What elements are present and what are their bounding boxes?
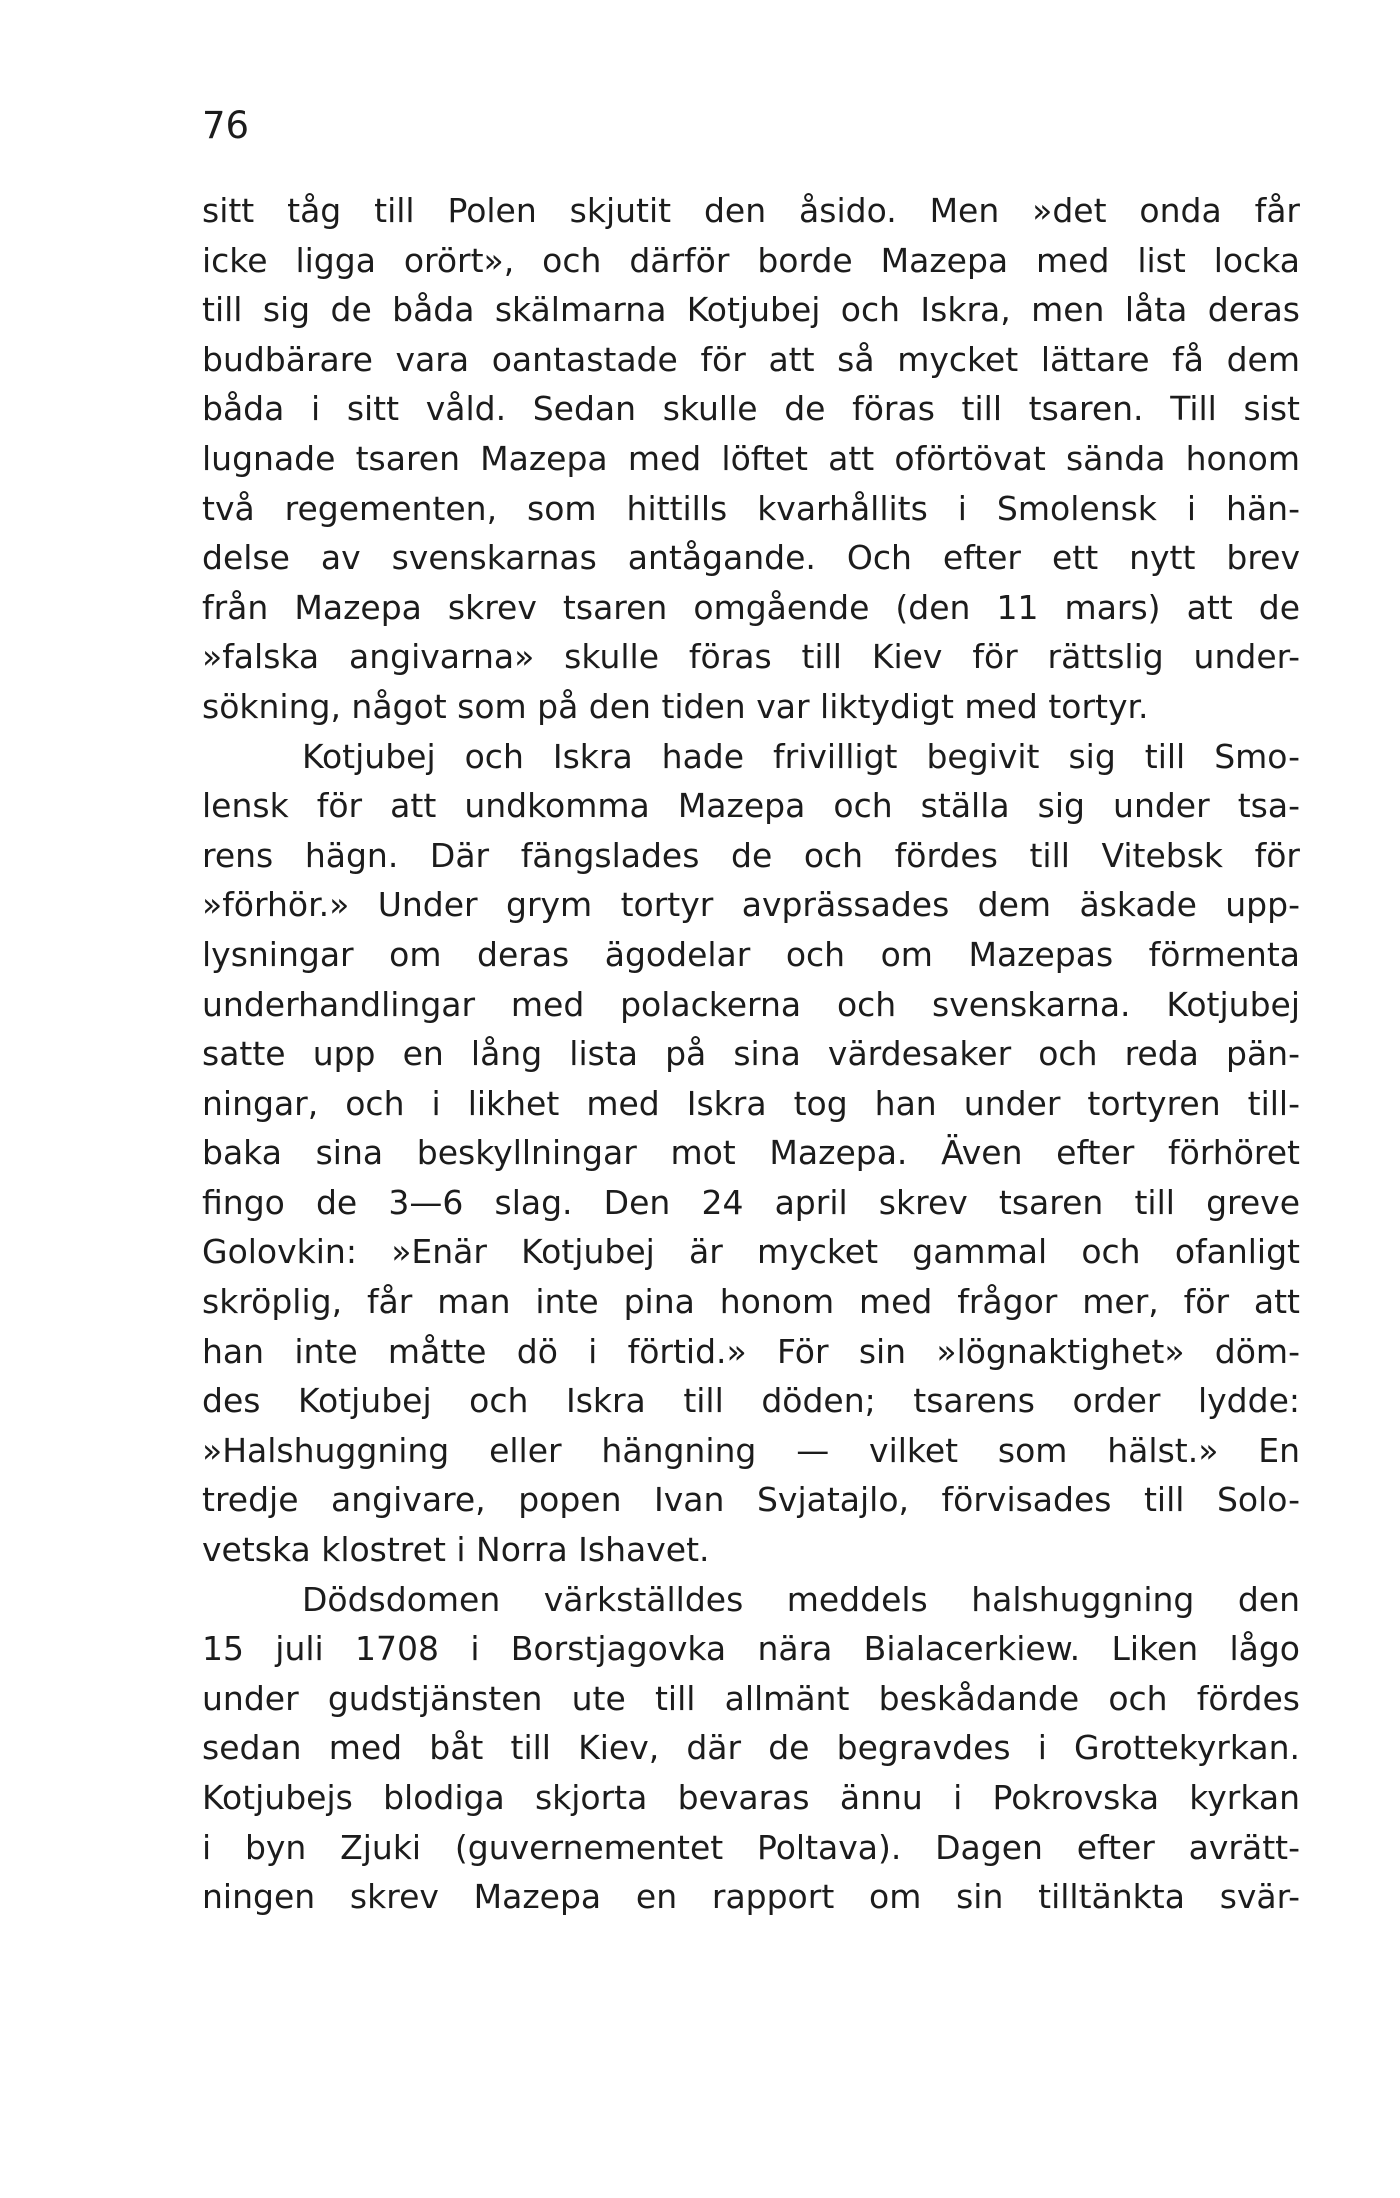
text-line: lugnade tsaren Mazepa med löftet att oförtövat sända honom bbox=[202, 438, 1300, 478]
page-number: 76 bbox=[202, 104, 250, 147]
text-line: sedan med båt till Kiev, där de begravdes i Grottekyrkan. bbox=[202, 1728, 1300, 1768]
text-line: två regementen, som hittills kvarhållits i Smolensk i hän- bbox=[202, 488, 1300, 528]
text-line: delse av svenskarnas antågande. Och efter ett nytt brev bbox=[202, 538, 1300, 578]
text-line: lensk för att undkomma Mazepa och ställa sig under tsa- bbox=[202, 786, 1300, 826]
text-line: »förhör.» Under grym tortyr avprässades dem äskade upp- bbox=[202, 885, 1300, 925]
text-line: icke ligga orört», och därför borde Mazepa med list locka bbox=[202, 240, 1300, 280]
text-line: sökning, något som på den tiden var liktydigt med tortyr. bbox=[202, 686, 1149, 726]
text-line: vetska klostret i Norra Ishavet. bbox=[202, 1530, 710, 1570]
text-line: rens hägn. Där fängslades de och fördes till Vitebsk för bbox=[202, 835, 1300, 875]
text-line: »falska angivarna» skulle föras till Kiev för rättslig under- bbox=[202, 637, 1300, 677]
text-line: skröplig, får man inte pina honom med frågor mer, för att bbox=[202, 1282, 1300, 1322]
text-line: fingo de 3—6 slag. Den 24 april skrev tsaren till greve bbox=[202, 1182, 1300, 1222]
text-line: Kotjubej och Iskra hade frivilligt begivit sig till Smo- bbox=[302, 736, 1300, 776]
text-line: satte upp en lång lista på sina värdesaker och reda pän- bbox=[202, 1034, 1300, 1074]
text-line: i byn Zjuki (guvernementet Poltava). Dagen efter avrätt- bbox=[202, 1827, 1300, 1867]
text-line: Golovkin: »Enär Kotjubej är mycket gammal och ofanligt bbox=[202, 1232, 1300, 1272]
text-line: »Halshuggning eller hängning — vilket som hälst.» En bbox=[202, 1430, 1300, 1470]
body-text bbox=[202, 186, 1300, 1922]
text-line: 15 juli 1708 i Borstjagovka nära Bialacerkiew. Liken lågo bbox=[202, 1629, 1300, 1669]
text-line: ningar, och i likhet med Iskra tog han under tortyren till- bbox=[202, 1083, 1300, 1123]
text-line: från Mazepa skrev tsaren omgående (den 11 mars) att de bbox=[202, 587, 1300, 627]
text-line: baka sina beskyllningar mot Mazepa. Även efter förhöret bbox=[202, 1133, 1300, 1173]
text-line: båda i sitt våld. Sedan skulle de föras till tsaren. Till sist bbox=[202, 389, 1300, 429]
text-line: underhandlingar med polackerna och svenskarna. Kotjubej bbox=[202, 984, 1300, 1024]
text-line: till sig de båda skälmarna Kotjubej och Iskra, men låta deras bbox=[202, 290, 1300, 330]
text-line: ningen skrev Mazepa en rapport om sin tilltänkta svär- bbox=[202, 1877, 1300, 1917]
text-line: Dödsdomen värkställdes meddels halshuggning den bbox=[302, 1579, 1300, 1619]
text-line: tredje angivare, popen Ivan Svjatajlo, förvisades till Solo- bbox=[202, 1480, 1300, 1520]
text-line: under gudstjänsten ute till allmänt beskådande och fördes bbox=[202, 1678, 1300, 1718]
text-line: sitt tåg till Polen skjutit den åsido. Men »det onda får bbox=[202, 191, 1300, 230]
text-line: des Kotjubej och Iskra till döden; tsarens order lydde: bbox=[202, 1381, 1300, 1421]
text-line: han inte måtte dö i förtid.» För sin »lögnaktighet» döm- bbox=[202, 1331, 1300, 1371]
text-line: budbärare vara oantastade för att så mycket lättare få dem bbox=[202, 339, 1300, 379]
text-line: Kotjubejs blodiga skjorta bevaras ännu i Pokrovska kyrkan bbox=[202, 1778, 1300, 1817]
text-line: lysningar om deras ägodelar och om Mazepas förmenta bbox=[202, 934, 1300, 974]
